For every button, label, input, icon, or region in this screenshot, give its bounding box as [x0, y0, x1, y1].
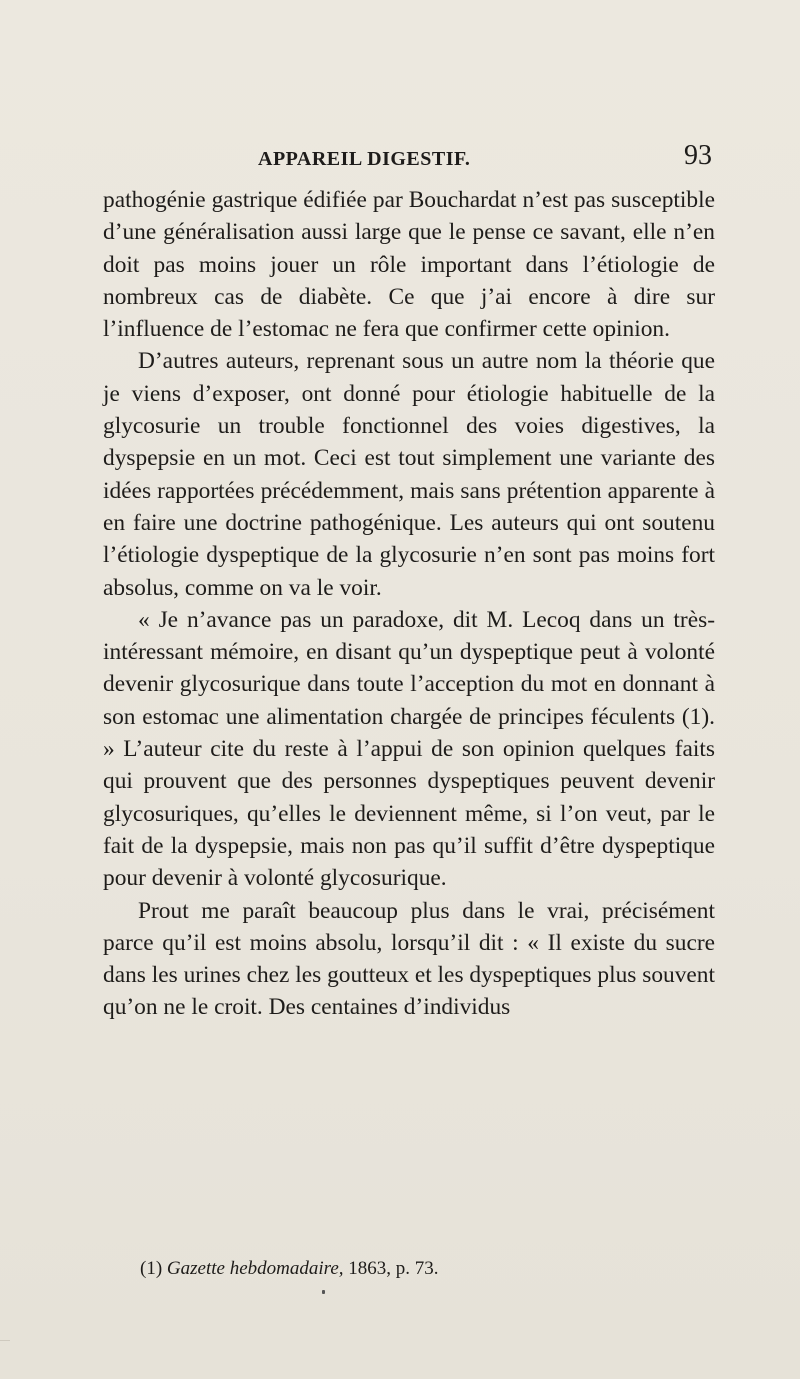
ink-speck	[322, 1290, 325, 1294]
paragraph-3: « Je n’avance pas un paradoxe, dit M. Lecoq dans un très-intéressant mémoire, en disant qu’un dyspeptique peut à volonté devenir glycosurique dans toute l’acception du mot en donnant à son estomac une alimentation chargée de principes féculents (1). » L’auteur cite du reste à l’appui de son opinion quelques faits qui prouvent que des personnes dyspeptiques peuvent devenir glycosuriques, qu’elles le deviennent même, si l’on veut, par le fait de la dyspepsie, mais non pas qu’il suffit d’être dyspeptique pour devenir à volonté glycosurique.	[103, 606, 715, 892]
page-header	[242, 140, 712, 184]
page-edge-mark	[0, 1340, 10, 1341]
paragraph-2: D’autres auteurs, reprenant sous un autre nom la théorie que je viens d’exposer, ont donné pour étiologie habituelle de la glycosurie un trouble fonctionnel des voies digestives, la dyspepsie en un mot. Ceci est tout simplement une variante des idées rapportées précédemment, mais sans prétention apparente à en faire une doctrine pathogénique. Les auteurs qui ont soutenu l’étiologie dyspeptique de la glycosurie n’en sont pas moins fort absolus, comme on va le voir.	[103, 348, 715, 601]
paragraph-1: pathogénie gastrique édifiée par Bouchardat n’est pas susceptible d’une généralisation aussi large que le pense ce savant, elle n’en doit pas moins jouer un rôle important dans l’étiologie de nombreux cas de diabète. Ce que j’ai encore à dire sur l’influence de l’estomac ne fera que confirmer cette opinion.	[103, 187, 715, 343]
footnote	[140, 1256, 439, 1282]
paragraph-4: Prout me paraît beaucoup plus dans le vrai, précisément parce qu’il est moins absolu, lorsqu’il dit : « Il existe du sucre dans les urines chez les goutteux et les dyspeptiques plus souvent qu’on ne le croit. Des centaines d’individus	[103, 897, 715, 1021]
main-text	[103, 184, 715, 1024]
footnote-citation: 1863, p. 73.	[348, 1258, 439, 1279]
footnote-marker: (1)	[140, 1258, 163, 1279]
footnote-source: Gazette hebdomadaire,	[166, 1258, 344, 1279]
page-number: 93	[684, 140, 712, 171]
running-title: APPAREIL DIGESTIF.	[258, 148, 471, 170]
